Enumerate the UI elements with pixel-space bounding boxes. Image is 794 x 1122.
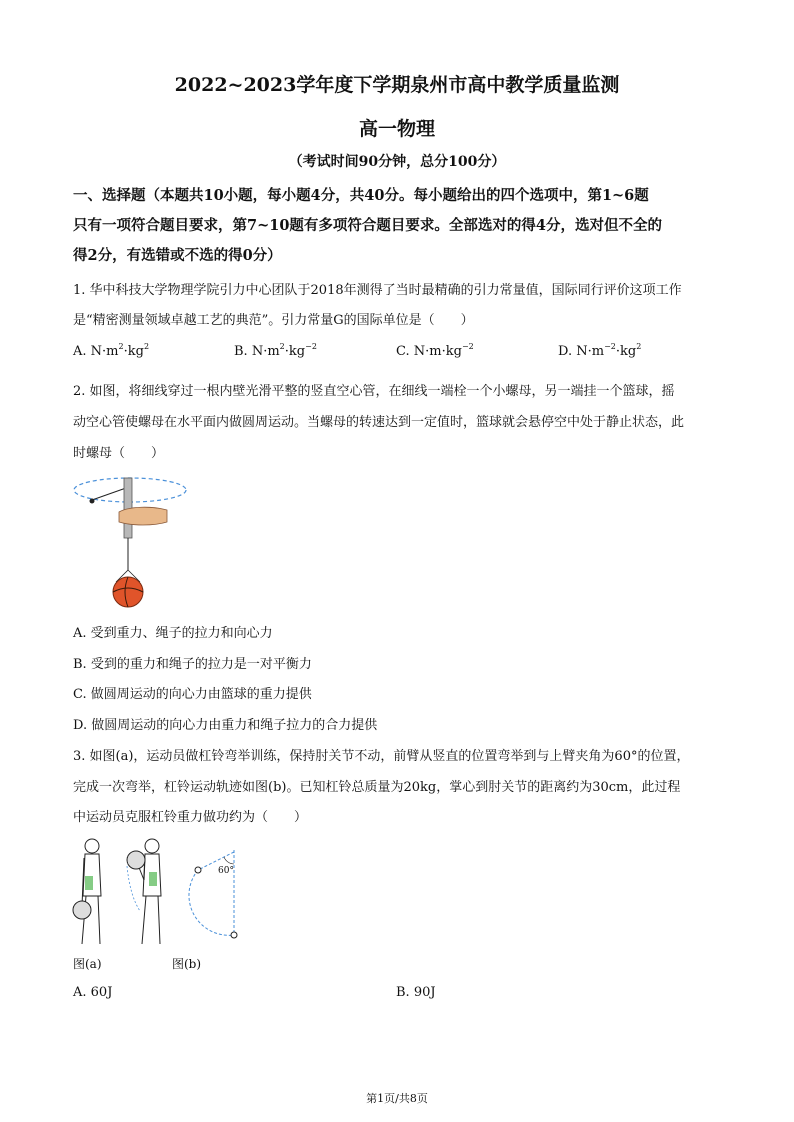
section-instructions-line1: 一、选择题（本题共10小题，每小题4分，共40分。每小题给出的四个选项中，第1~6题 — [73, 187, 649, 204]
question-1-line1: 1. 华中科技大学物理学院引力中心团队于2018年测得了当时最精确的引力常量值，国际同行评价这项工作 — [73, 283, 682, 298]
question-2-line1: 2. 如图，将细线穿过一根内壁光滑平整的竖直空心管，在细线一端栓一个小螺母，另一端挂一个篮球，摇 — [73, 384, 675, 399]
section-instructions-line2: 只有一项符合题目要求，第7~10题有多项符合题目要求。全部选对的得4分，选对但不全的 — [73, 217, 663, 234]
subject-title: 高一物理 — [358, 118, 435, 140]
exam-title: 2022~2023学年度下学期泉州市高中教学质量监测 — [174, 74, 620, 96]
angle-label: 60° — [218, 866, 234, 876]
question-2-line3: 时螺母（ ） — [73, 446, 165, 461]
figure-b-trajectory — [190, 850, 250, 945]
q1-option-a: A. $N\cdot m^2\cdot kg^2$ — [73, 342, 150, 359]
q3-option-b: B. 90J — [396, 985, 436, 1000]
question-2-line2: 动空心管使螺母在水平面内做圆周运动。当螺母的转速达到一定值时，篮球就会悬停空中处于静止状态，此 — [73, 415, 685, 430]
figure-b-caption: 图(b) — [172, 957, 202, 971]
question-3-line2: 完成一次弯举，杠铃运动轨迹如图(b)。已知杠铃总质量为20kg，掌心到肘关节的距离约为30cm，此过程 — [73, 780, 681, 795]
section-instructions-line3: 得2分，有选错或不选的得0分） — [73, 247, 282, 264]
q3-option-a: A. 60J — [73, 985, 113, 1000]
figure-a-caption: 图(a) — [73, 957, 102, 971]
figure-a-athlete — [70, 836, 180, 951]
q1-option-b: B. $N\cdot m^2\cdot kg^{-2}$ — [234, 342, 317, 359]
q2-option-c: C. 做圆周运动的向心力由篮球的重力提供 — [73, 687, 312, 702]
question-3-line1: 3. 如图(a)，运动员做杠铃弯举训练，保持肘关节不动，前臂从竖直的位置弯举到与上臂夹角为60°的位置， — [73, 749, 690, 764]
q2-option-a: A. 受到重力、绳子的拉力和向心力 — [73, 626, 273, 641]
exam-info: （考试时间90分钟，总分100分） — [288, 154, 506, 170]
q2-option-b: B. 受到的重力和绳子的拉力是一对平衡力 — [73, 657, 312, 672]
q2-option-d: D. 做圆周运动的向心力由重力和绳子拉力的合力提供 — [73, 718, 378, 733]
question-3-line3: 中运动员克服杠铃重力做功约为（ ） — [73, 810, 308, 825]
question-1-line2: 是“精密测量领域卓越工艺的典范”。引力常量G的国际单位是（ ） — [73, 313, 474, 328]
q1-option-c: C. $N\cdot m\cdot kg^{-2}$ — [396, 342, 474, 359]
page-number: 第1页/共8页 — [366, 1092, 428, 1105]
q1-option-d: D. $N\cdot m^{-2}\cdot kg^2$ — [558, 342, 642, 359]
nut-basketball-figure — [72, 470, 192, 610]
